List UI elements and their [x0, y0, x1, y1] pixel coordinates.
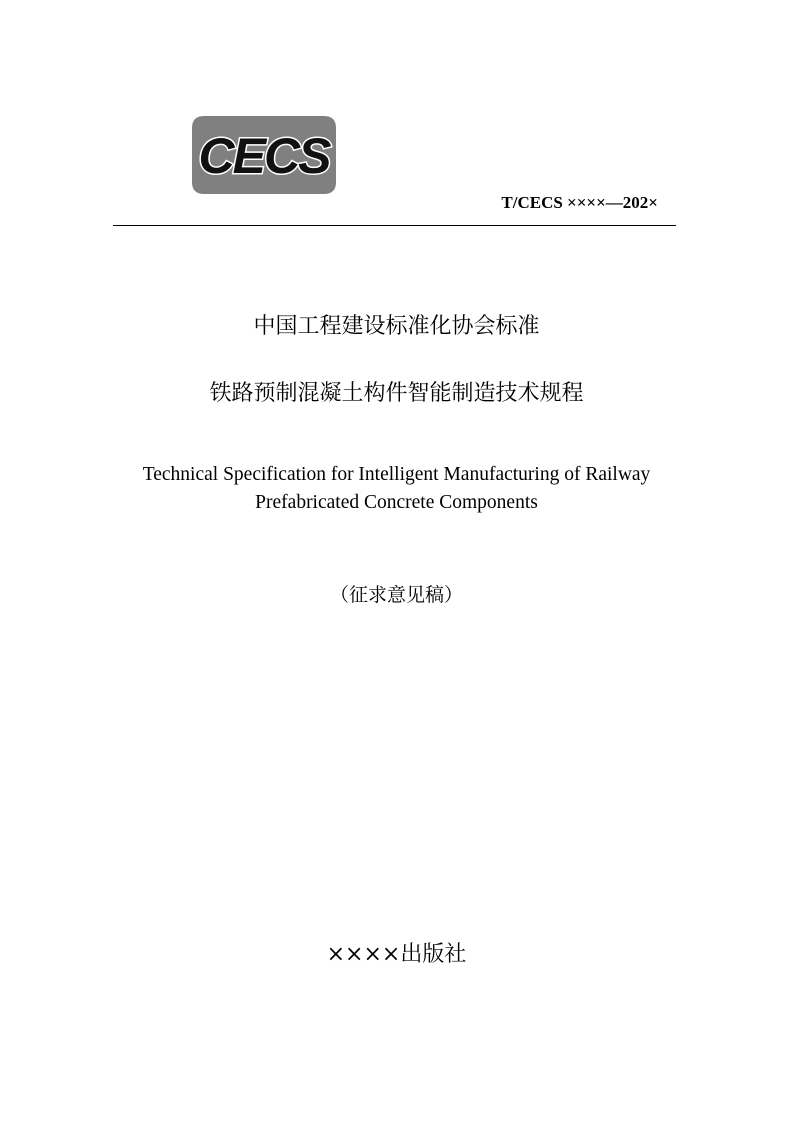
- title-english: [0, 461, 793, 517]
- title-english-line-1: Technical Specification for Intelligent Manufacturing of Railway: [142, 464, 651, 485]
- cecs-logo: [190, 116, 338, 194]
- header-divider: [113, 225, 676, 226]
- association-name: 中国工程建设标准化协会标准: [253, 314, 540, 339]
- title-english-line-2: Prefabricated Concrete Components: [255, 492, 538, 513]
- draft-label: （征求意见稿）: [329, 584, 463, 606]
- standard-code: T/CECS ××××—202×: [501, 193, 658, 212]
- publisher-name: ××××出版社: [326, 942, 467, 967]
- svg-text:CECS: CECS: [198, 128, 330, 184]
- title-chinese: 铁路预制混凝土构件智能制造技术规程: [209, 381, 584, 406]
